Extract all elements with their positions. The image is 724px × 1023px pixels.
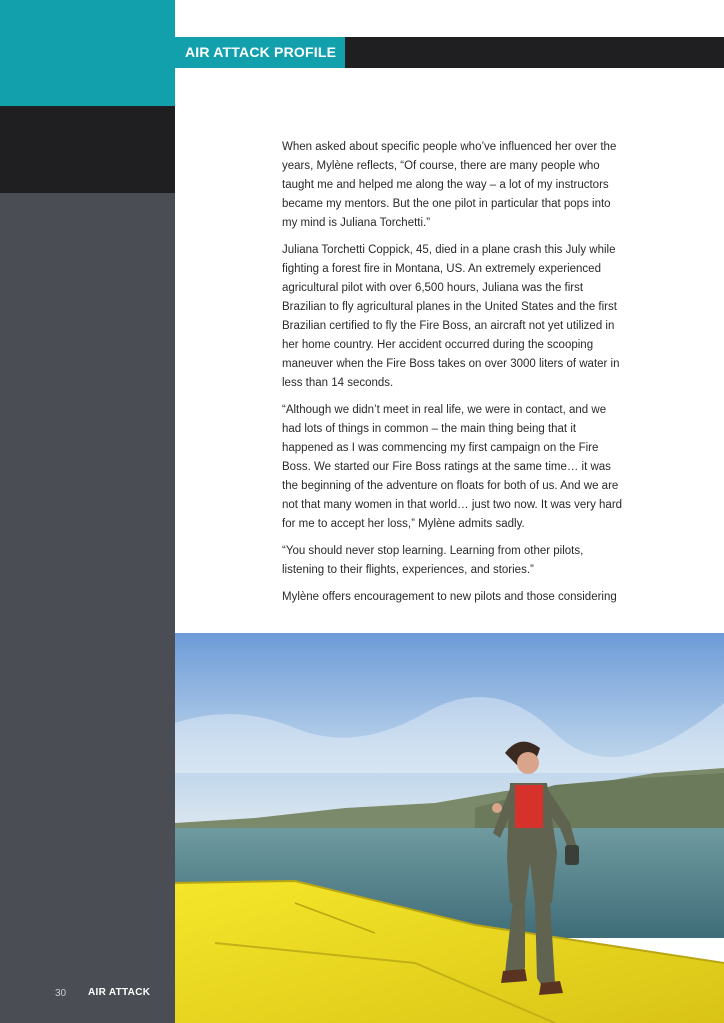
paragraph: “You should never stop learning. Learning from other pilots, listening to their flights, experiences, and stories.” xyxy=(282,545,584,576)
section-label: AIR ATTACK PROFILE xyxy=(175,37,345,68)
page-number: 30 xyxy=(55,988,67,999)
publication-logo: AIR ATTACK xyxy=(88,987,151,998)
paragraph: Mylène offers encouragement to new pilots and those considering xyxy=(282,591,617,603)
sidebar-teal-block xyxy=(0,0,175,106)
photo-pilot-on-wing xyxy=(175,633,724,1023)
sidebar-grey-block xyxy=(0,193,175,1023)
sidebar-black-block xyxy=(0,106,175,193)
article-body xyxy=(282,138,627,615)
paragraph: “Although we didn’t meet in real life, we were in contact, and we had lots of things in common – the main thing being that it happened as I was commencing my first campaign on the Fire Boss. We started our Fire Boss ratings at the same time… it was the beginning of the adventure on floats for both of us. And we are not that many women in that world… just two now. It was very hard for me to accept her loss,” Mylène admits sadly. xyxy=(282,404,623,530)
paragraph: When asked about specific people who’ve influenced her over the years, Mylène reflects, “Of course, there are many people who taught me and helped me along the way – a lot of my instructors became my mentors. But the one pilot in particular that pops into my mind is Juliana Torchetti.” xyxy=(282,141,617,229)
paragraph: Juliana Torchetti Coppick, 45, died in a plane crash this July while fighting a forest fire in Montana, US. An extremely experienced agricultural pilot with over 6,500 hours, Juliana was the first Brazilian to fly agricultural planes in the United States and the first Brazilian certified to fly the Fire Boss, an aircraft not yet utilized in her home country. Her accident occurred during the scooping maneuver when the Fire Boss takes on over 3000 liters of water in less than 14 seconds. xyxy=(282,244,620,389)
